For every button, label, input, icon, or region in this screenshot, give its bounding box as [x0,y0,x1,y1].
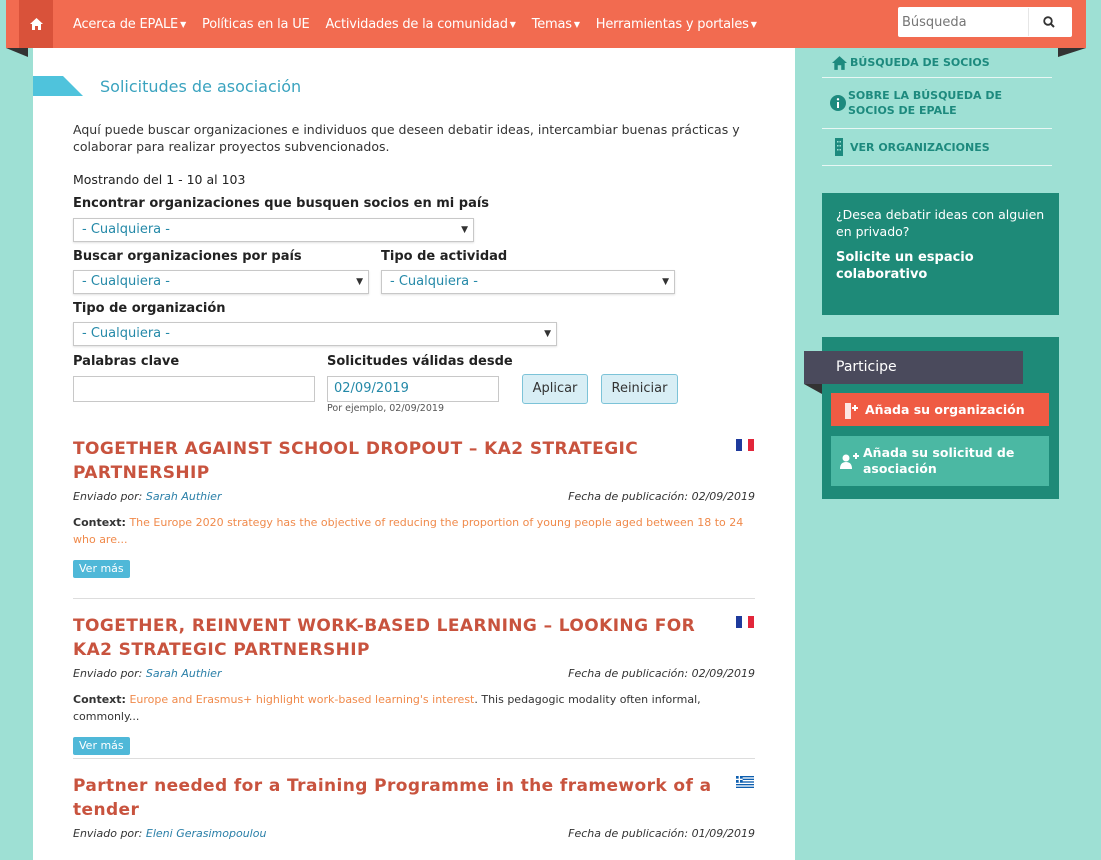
select-value: - Cualquiera - [82,222,170,237]
country-select[interactable] [73,270,369,294]
greece-flag-icon [735,776,755,788]
nav-item-topics[interactable]: Temas ▼ [531,16,580,32]
apply-button[interactable]: Aplicar [522,374,588,404]
search-input[interactable] [898,8,1028,36]
valid-from-date-input[interactable]: 02/09/2019 [327,376,499,402]
sidebar-item-partner-search[interactable] [822,48,1052,78]
result-meta [73,490,755,503]
see-more-button[interactable]: Ver más [73,560,130,578]
home-button[interactable] [19,0,53,48]
info-icon [830,95,846,111]
add-organisation-button[interactable] [831,393,1049,426]
participate-fold [804,384,822,394]
building-icon [830,138,848,156]
my-country-select[interactable] [73,218,474,242]
caret-down-icon: ▼ [573,19,580,29]
author-link[interactable]: Sarah Authier [145,490,222,503]
nav-fold-right [1058,48,1086,57]
dropdown-arrow-icon: ▼ [544,329,551,339]
result-meta [73,667,755,680]
activity-type-select[interactable] [381,270,675,294]
author-link[interactable]: Sarah Authier [145,667,222,680]
activity-type-label: Tipo de actividad [381,249,508,264]
author-link[interactable]: Eleni Gerasimopoulou [145,827,267,840]
sidebar-item-label: BÚSQUEDA DE SOCIOS [850,56,990,69]
result-item [73,774,755,840]
keywords-input[interactable] [73,376,315,402]
participate-title: Participe [804,351,1023,384]
home-icon [830,56,848,70]
sent-by: Enviado por: Sarah Authier [73,667,222,680]
private-space-question: ¿Desea debatir ideas con alguien en privado? [836,207,1045,239]
result-context: Context: Europe and Erasmus+ highlight work-based learning's interest. This pedagogic modality often informal, commonly... [73,693,701,723]
search-box [898,7,1072,37]
france-flag-icon [735,616,755,628]
add-user-icon [839,452,859,470]
keywords-label: Palabras clave [73,354,180,369]
result-item [73,437,755,578]
select-value: - Cualquiera - [390,274,478,289]
publication-date: Fecha de publicación: 01/09/2019 [568,827,755,840]
caret-down-icon: ▼ [509,19,516,29]
intro-text: Aquí puede buscar organizaciones e individuos que deseen debatir ideas, intercambiar buenas prácticas y colaborar para realizar proyectos subvencionados. [73,122,740,154]
sidebar-item-organisations[interactable] [822,129,1052,166]
request-collab-space-link[interactable]: Solicite un espacio colaborativo [836,250,974,282]
sent-by: Enviado por: Sarah Authier [73,490,222,503]
results-count: Mostrando del 1 - 10 al 103 [73,172,246,187]
sent-by: Enviado por: Eleni Gerasimopoulou [73,827,267,840]
by-country-label: Buscar organizaciones por país [73,249,302,264]
nav-item-policies[interactable]: Políticas en la UE [202,16,310,32]
result-item [73,614,755,755]
private-space-box [822,193,1059,315]
result-title-link[interactable]: TOGETHER AGAINST SCHOOL DROPOUT – KA2 STRATEGIC PARTNERSHIP [73,439,639,483]
caret-down-icon: ▼ [180,19,187,29]
nav-fold-left [6,48,28,57]
select-value: - Cualquiera - [82,326,170,341]
org-type-select[interactable] [73,322,557,346]
org-type-label: Tipo de organización [73,301,226,316]
result-divider [73,758,755,759]
dropdown-arrow-icon: ▼ [461,225,468,235]
dropdown-arrow-icon: ▼ [662,277,669,287]
caret-down-icon: ▼ [750,19,757,29]
date-example-hint: Por ejemplo, 02/09/2019 [327,403,444,414]
reset-button[interactable]: Reiniciar [601,374,678,404]
home-icon [30,18,43,30]
result-title-link[interactable]: TOGETHER, REINVENT WORK-BASED LEARNING – LOOKING FOR KA2 STRATEGIC PARTNERSHIP [73,616,696,660]
main-content [33,48,795,860]
publication-date: Fecha de publicación: 02/09/2019 [568,490,755,503]
publication-date: Fecha de publicación: 02/09/2019 [568,667,755,680]
see-more-button[interactable]: Ver más [73,737,130,755]
nav-item-tools[interactable]: Herramientas y portales ▼ [595,16,757,32]
nav-item-about[interactable]: Acerca de EPALE ▼ [73,16,187,32]
select-value: - Cualquiera - [82,274,170,289]
sidebar-item-about-search[interactable] [822,78,1052,129]
result-meta [73,827,755,840]
search-icon [1043,16,1055,28]
add-request-label: Añada su solicitud de asociación [863,445,1015,476]
result-divider [73,598,755,599]
add-organisation-icon [839,401,861,419]
my-country-label: Encontrar organizaciones que busquen socios en mi país [73,196,490,211]
result-title-link[interactable]: Partner needed for a Training Programme in the framework of a tender [73,776,712,820]
top-navigation-bar [6,0,1086,48]
nav-item-community[interactable]: Actividades de la comunidad ▼ [325,16,516,32]
valid-from-label: Solicitudes válidas desde [327,354,513,369]
search-button[interactable] [1028,8,1068,36]
page-title: Solicitudes de asociación [100,77,302,96]
sidebar-links [822,48,1052,166]
add-partnership-request-button[interactable] [831,436,1049,486]
result-context: Context: The Europe 2020 strategy has the objective of reducing the proportion of young people aged between 18 to 24 who are... [73,516,744,546]
add-organisation-label: Añada su organización [865,401,1025,417]
sidebar-item-label: VER ORGANIZACIONES [850,140,990,154]
dropdown-arrow-icon: ▼ [356,277,363,287]
sidebar-item-label: SOBRE LA BÚSQUEDA DE SOCIOS DE EPALE [848,89,1002,117]
france-flag-icon [735,439,755,451]
title-ribbon [33,76,83,96]
